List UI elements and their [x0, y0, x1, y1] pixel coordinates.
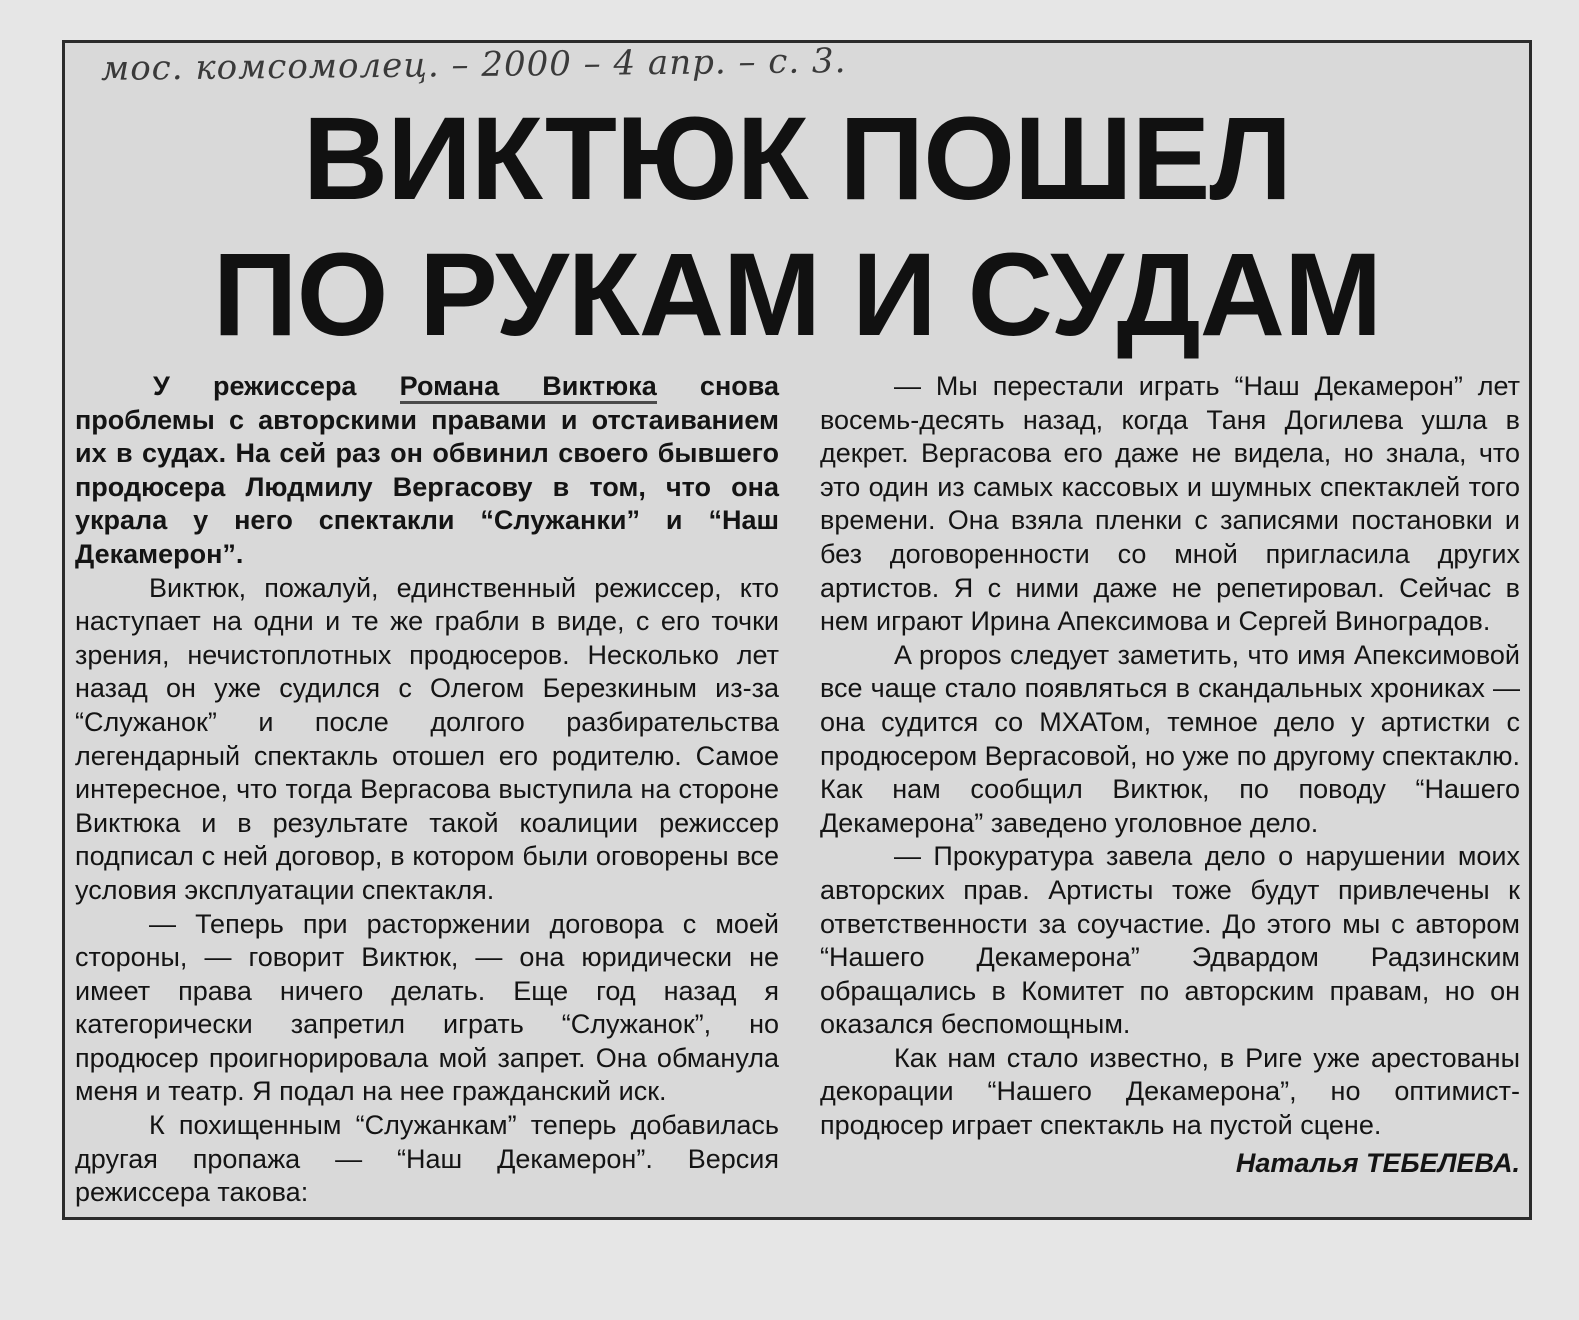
- lead-paragraph: [75, 370, 779, 572]
- article-column-left: [75, 370, 779, 1210]
- author-byline: Наталья ТЕБЕЛЕВА.: [1235, 1147, 1520, 1178]
- newspaper-clipping: [62, 40, 1532, 1220]
- underlined-name: Романа Виктюка: [400, 371, 657, 404]
- lead-text-start: У режиссера: [153, 371, 400, 401]
- headline-line-1: ВИКТЮК ПОШЕЛ: [302, 93, 1292, 225]
- handwritten-source-note: мос. комсомолец. – 2000 – 4 апр. – с. 3.: [100, 41, 847, 89]
- body-paragraph: К похищенным “Служанкам” теперь добавилась другая пропажа — “Наш Декамерон”. Версия режиссера такова:: [75, 1110, 779, 1208]
- headline-line-2: ПО РУКАМ И СУДАМ: [212, 229, 1382, 361]
- body-paragraph: — Прокуратура завела дело о нарушении моих авторских прав. Артисты тоже будут привлечены к ответственности за соучастие. До этого мы с автором “Нашего Декамерона” Эдвардом Радзинским обращались в Комитет по авторским правам, но он оказался беспомощным.: [820, 841, 1520, 1040]
- body-paragraph: Виктюк, пожалуй, единственный режиссер, кто наступает на одни и те же грабли в виде, с его точки зрения, нечистоплотных продюсеров. Несколько лет назад он уже судился с Олегом Березкиным из-за “Служанок” и после долгого разбирательства легендарный спектакль отошел его родителю. Самое интересное, что тогда Вергасова выступила на стороне Виктюка и в результате такой коалиции режиссер подписал с ней договор, в котором были оговорены все условия эксплуатации спектакля.: [75, 572, 779, 905]
- headline: [65, 91, 1529, 363]
- lead-text-end: снова проблемы с авторскими правами и отстаиванием их в судах. На сей раз он обвинил своего бывшего продюсера Людмилу Вергасову в том, что она украла у него спектакли “Служанки” и “Наш Декамерон”.: [75, 371, 779, 569]
- body-paragraph: Как нам стало известно, в Риге уже арестованы декорации “Нашего Декамерона”, но оптимист-продюсер играет спектакль на пустой сцене.: [820, 1042, 1520, 1141]
- body-paragraph: A propos следует заметить, что имя Апексимовой все чаще стало появляться в скандальных хрониках — она судится со МХАТом, темное дело у артистки с продюсером Вергасовой, но уже по другому спектаклю. Как нам сообщил Виктюк, по поводу “Нашего Декамерона” заведено уголовное дело.: [820, 639, 1520, 838]
- article-column-right: [820, 370, 1520, 1180]
- body-paragraph: — Мы перестали играть “Наш Декамерон” лет восемь-десять назад, когда Таня Догилева ушла в декрет. Вергасова его даже не видела, но знала, что это один из самых кассовых и шумных спектаклей того времени. Она взяла пленки с записями постановки и без договоренности со мной пригласила других артистов. Я с ними даже не репетировал. Сейчас в нем играют Ирина Апексимова и Сергей Виноградов.: [820, 371, 1520, 637]
- body-paragraph: — Теперь при расторжении договора с моей стороны, — говорит Виктюк, — она юридически не имеет права ничего делать. Еще год назад я категорически запретил играть “Служанок”, но продюсер проигнорировала мой запрет. Она обманула меня и театр. Я подал на нее гражданский иск.: [75, 908, 779, 1107]
